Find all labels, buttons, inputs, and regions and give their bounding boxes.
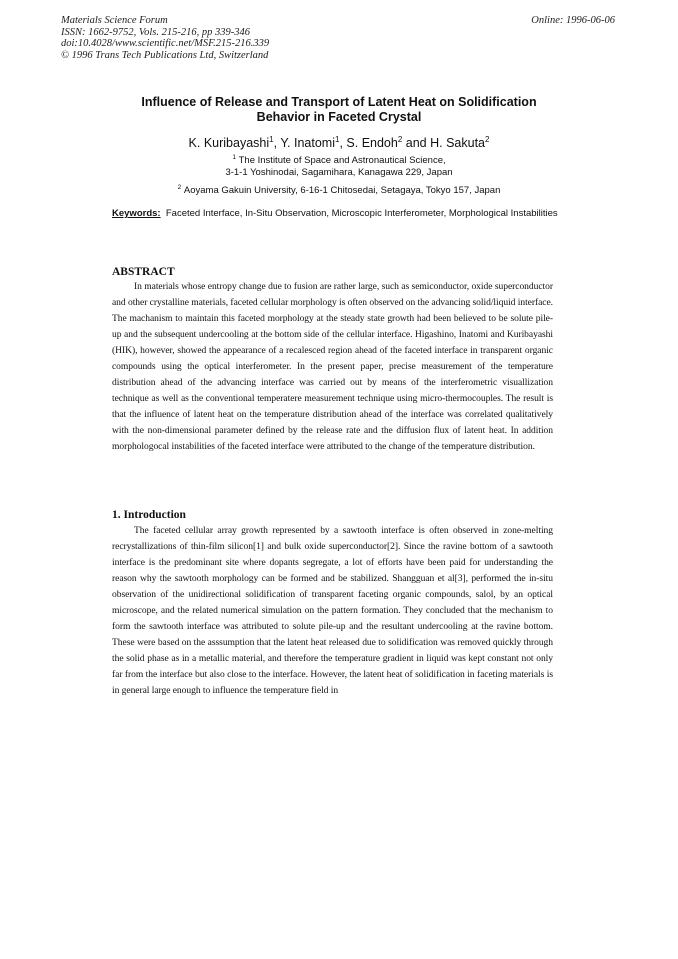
affiliation-mark: 2 — [177, 184, 182, 191]
copyright-line: © 1996 Trans Tech Publications Ltd, Switzerland — [61, 49, 269, 61]
affiliation-1-address: 3-1-1 Yoshinodai, Sagamihara, Kanagawa 229, Japan — [225, 167, 453, 178]
affiliation-2 — [100, 185, 578, 197]
author-list — [100, 136, 578, 151]
issn-line: ISSN: 1662-9752, Vols. 215-216, pp 339-346 — [61, 26, 250, 38]
author-affiliation-mark: 1 — [269, 135, 274, 144]
author-name: K. Kuribayashi — [188, 136, 270, 150]
author-name: S. Endoh — [346, 136, 398, 150]
author-separator: and — [402, 136, 431, 150]
title-line-1: Influence of Release and Transport of Latent Heat on Solidification — [141, 95, 537, 109]
journal-name: Materials Science Forum — [61, 15, 168, 26]
author-separator: , — [339, 136, 347, 150]
online-date: Online: 1996-06-06 — [531, 15, 615, 26]
author-affiliation-mark: 1 — [335, 135, 340, 144]
keywords-block — [112, 208, 558, 220]
title-line-2: Behavior in Faceted Crystal — [256, 110, 422, 124]
abstract-heading: ABSTRACT — [112, 266, 175, 278]
keywords-text: Faceted Interface, In-Situ Observation, Microscopic Interferometer, Morphological Instabilities — [165, 208, 558, 219]
affiliation-2-address: Aoyama Gakuin University, 6-16-1 Chitosedai, Setagaya, Tokyo 157, Japan — [183, 185, 501, 196]
author-affiliation-mark: 2 — [485, 135, 490, 144]
affiliation-mark: 1 — [232, 154, 236, 161]
author-name: H. Sakuta — [430, 136, 485, 150]
keywords-label: Keywords: — [112, 208, 161, 219]
introduction-heading: 1. Introduction — [112, 509, 186, 521]
paper-title — [100, 95, 578, 125]
affiliation-1-name: The Institute of Space and Astronautical Science, — [238, 155, 446, 166]
journal-header — [61, 15, 269, 61]
doi-line: doi:10.4028/www.scientific.net/MSF.215-216.339 — [61, 38, 270, 49]
author-name: Y. Inatomi — [280, 136, 335, 150]
affiliation-1 — [100, 155, 578, 179]
author-separator: , — [273, 136, 281, 150]
introduction-text: The faceted cellular array growth represented by a sawtooth interface is often observed in zone-melting recrystallizations of thin-film silicon[1] and bulk oxide superconductor[2]. Since the ravine bottom of a sawtooth interface is the predominant site where dopants segregate, a lot of efforts have been paid for understanding the reason why the sawtooth morphology can be formed and be stabilized. Shangguan et al[3], performed the in-situ observation of the unidirectional solidification of transparent faceting organic compounds, salol, by an optical microscope, and the related numerical simulation on the pattern formation. They concluded that the mechanism to form the sawtooth interface was attributed to solute pile-up and the resultant undercooling at the ravine bottom. These were based on the asssumption that the latent heat released due to solidification was removed quickly through the solid phase as in a metallic material, and therefore the temperature gradient in liquid was kept constant not only far from the interface but also close to the interface. However, the latent heat of solidification in faceting materials is in general large enough to influence the temperature field in — [112, 525, 553, 697]
abstract-text: In materials whose entropy change due to fusion are rather large, such as semiconductor, oxide superconductor and other crystalline materials, faceted cellular morphology is often observed on the advancing solid/liquid interface. The machanism to maintain this faceted morphology at the steady state growth had been believed to be solute pile-up and the subsequent undercooling at the bottom side of the cellular interface. Higashino, Inatomi and Kuribayashi (HIK), however, showed the appearance of a recalesced region ahead of the faceted interface in transparent organic compounds using the optical interferometer. In the present paper, precise measurement of the temperature distribution ahead of the advancing interface was carried out by means of the interferometric visuallization technique as well as the conventional temperatere measurement technique using micro-thermocouples. The result is that the influence of latent heat on the temperature distribution ahead of the interface was correlated qualitatively with the non-dimensional parameter defined by the release rate and the diffusion flux of latent heat. In addition morphologocal instabilities of the faceted interface were attributed to the change of the temperature distribution. — [112, 281, 554, 453]
author-affiliation-mark: 2 — [397, 135, 403, 144]
